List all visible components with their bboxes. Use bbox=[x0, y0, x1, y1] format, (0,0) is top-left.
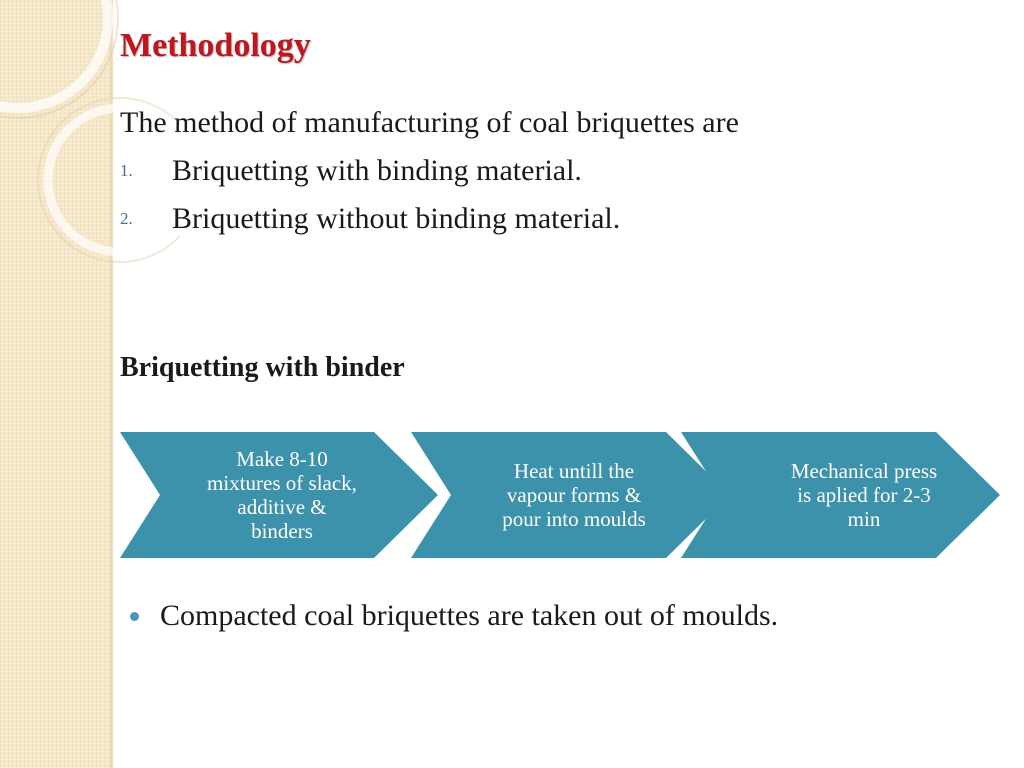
slide-title: Methodology bbox=[120, 27, 311, 64]
process-step-2-label: Heat untill the vapour forms & pour into moulds bbox=[502, 459, 646, 531]
method-item-2 bbox=[120, 200, 820, 240]
process-step-1-label: Make 8-10 mixtures of slack, additive & binders bbox=[207, 447, 357, 543]
section-subheading: Briquetting with binder bbox=[120, 352, 405, 383]
method-number: 2. bbox=[120, 209, 133, 228]
intro-text: The method of manufacturing of coal briquettes are bbox=[120, 106, 739, 139]
bullet-icon bbox=[130, 612, 139, 621]
method-text: Briquetting without binding material. bbox=[172, 202, 621, 235]
bullet-text: Compacted coal briquettes are taken out of moulds. bbox=[160, 599, 779, 632]
method-number: 1. bbox=[120, 161, 133, 180]
method-item-1 bbox=[120, 152, 820, 192]
process-flow bbox=[120, 432, 1000, 560]
method-text: Briquetting with binding material. bbox=[172, 154, 582, 187]
bullet-item bbox=[120, 596, 1000, 636]
process-step-3-label: Mechanical press is aplied for 2-3 min bbox=[790, 459, 938, 531]
